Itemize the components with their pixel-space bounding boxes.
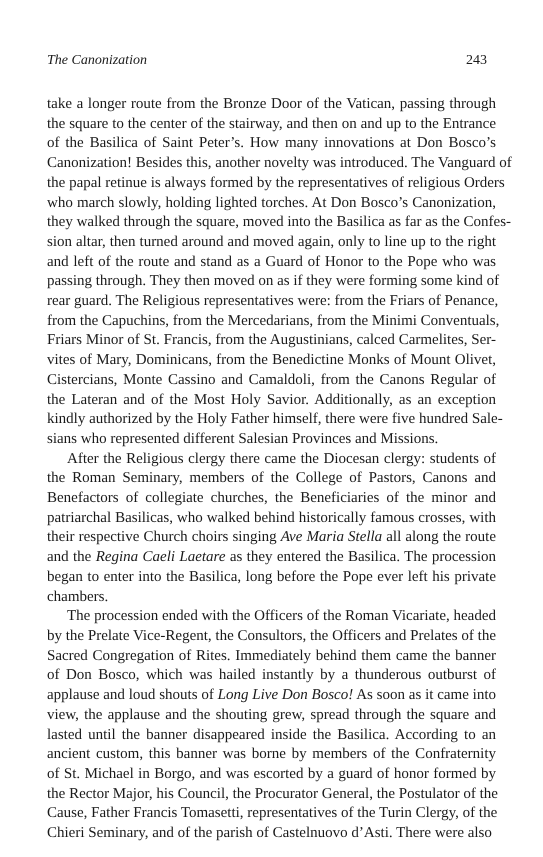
text-line (47, 804, 496, 824)
body-text (47, 95, 512, 844)
text-run: and left of the route and stand as a Guard of Honor to the Pope who was (47, 253, 496, 270)
text-line (47, 134, 496, 154)
page-number: 243 (466, 53, 487, 68)
text-line (47, 292, 499, 312)
text-run: vites of Mary, Dominicans, from the Benedictine Monks of Mount Olivet, (47, 352, 496, 369)
text-line (47, 745, 496, 765)
text-line (47, 174, 505, 194)
text-run: and the (47, 549, 96, 566)
text-run: Cistercians, Monte Cassino and Camaldoli, from the Canons Regular of (47, 371, 496, 388)
italic-phrase: Ave Maria Stella (280, 529, 383, 546)
text-line (47, 371, 496, 391)
text-line (47, 647, 496, 667)
text-run: of the Basilica of Saint Peter’s. How many innovations at Don Bosco’s (47, 135, 496, 152)
text-run: view, the applause and the shouting grew, spread through the square and (47, 706, 496, 723)
text-line (47, 312, 500, 332)
text-line (47, 528, 496, 548)
text-run: of St. Michael in Borgo, and was escorted by a guard of honor formed by (47, 765, 496, 782)
text-line (47, 489, 496, 509)
text-run: who march slowly, holding lighted torches. At Don Bosco’s Canonization, (47, 194, 496, 211)
text-run: kindly authorized by the Holy Father himself, there were five hundred Sale- (47, 411, 503, 428)
text-run: began to enter into the Basilica, long before the Pope ever left his private (47, 568, 496, 585)
text-line (47, 568, 496, 588)
text-run: chambers. (47, 588, 109, 605)
text-run: sion altar, then turned around and moved again, only to line up to the right (47, 233, 496, 250)
text-line (47, 95, 496, 115)
text-run: from the Capuchins, from the Mercedarians, from the Minimi Conventuals, (47, 312, 500, 329)
text-run: As soon as it came into (353, 687, 497, 704)
italic-phrase: Long Live Don Bosco! (217, 687, 354, 704)
text-line (47, 272, 500, 292)
text-line (47, 607, 496, 627)
italic-phrase: Regina Caeli Laetare (95, 549, 226, 566)
text-run: the Roman Seminary, members of the College of Pastors, Canons and (47, 470, 496, 487)
text-line (47, 391, 496, 411)
text-run: Benefactors of collegiate churches, the Beneficiaries of the minor and (47, 490, 496, 507)
text-run: Canonization! Besides this, another novelty was introduced. The Vanguard of (47, 155, 512, 172)
text-run: the Lateran and of the Most Holy Savior. Additionally, as an exception (47, 391, 496, 408)
text-line (47, 213, 512, 233)
text-line (47, 194, 496, 214)
text-line (47, 154, 512, 174)
text-run: the papal retinue is always formed by the representatives of religious Orders (47, 174, 505, 191)
text-line (47, 351, 496, 371)
paragraph (47, 95, 512, 450)
page-header (47, 53, 487, 69)
text-run: as they entered the Basilica. The procession (225, 549, 496, 566)
text-run: the Rector Major, his Council, the Procurator General, the Postulator of the (47, 785, 498, 802)
text-run: rear guard. The Religious representatives were: from the Friars of Penance, (47, 293, 499, 310)
text-line (47, 509, 496, 529)
text-run: ancient custom, this banner was borne by members of the Confraternity (47, 746, 496, 763)
text-line (47, 450, 496, 470)
text-line (47, 331, 496, 351)
text-run: The procession ended with the Officers of the Roman Vicariate, headed (67, 608, 496, 625)
text-line (47, 410, 503, 430)
text-line (47, 726, 496, 746)
text-line (47, 548, 496, 568)
text-line (47, 706, 496, 726)
text-run: all along the route (382, 529, 496, 546)
text-line (47, 686, 496, 706)
text-run: After the Religious clergy there came the Diocesan clergy: students of (67, 450, 496, 467)
paragraph (47, 450, 496, 608)
text-line (47, 588, 496, 608)
text-run: by the Prelate Vice-Regent, the Consultors, the Officers and Prelates of the (47, 627, 496, 644)
running-title: The Canonization (47, 53, 147, 68)
text-run: Friars Minor of St. Francis, from the Augustinians, calced Carmelites, Ser- (47, 332, 496, 349)
text-run: they walked through the square, moved into the Basilica as far as the Confes- (47, 214, 512, 231)
text-run: patriarchal Basilicas, who walked behind historically famous crosses, with (47, 509, 496, 526)
text-run: their respective Church choirs singing (47, 529, 281, 546)
text-line (47, 824, 496, 844)
text-line (47, 233, 496, 253)
text-run: sians who represented different Salesian Provinces and Missions. (47, 430, 439, 447)
text-line (47, 253, 496, 273)
text-line (47, 115, 496, 135)
text-run: Sacred Congregation of Rites. Immediately behind them came the banner (47, 647, 496, 664)
text-run: take a longer route from the Bronze Door of the Vatican, passing through (47, 96, 496, 112)
text-line (47, 785, 496, 805)
paragraph (47, 607, 496, 843)
text-line (47, 666, 496, 686)
text-line (47, 469, 496, 489)
text-run: Chieri Seminary, and of the parish of Castelnuovo d’Asti. There were also (47, 825, 492, 842)
text-run: Cause, Father Francis Tomasetti, representatives of the Turin Clergy, of the (47, 805, 498, 822)
text-run: applause and loud shouts of (47, 687, 218, 704)
text-line (47, 430, 496, 450)
text-run: of Don Bosco, which was hailed instantly by a thunderous outburst of (47, 667, 496, 684)
text-run: lasted until the banner disappeared inside the Basilica. According to an (47, 726, 496, 743)
text-run: the square to the center of the stairway, and then on and up to the Entrance (47, 115, 496, 132)
text-line (47, 627, 496, 647)
text-line (47, 765, 496, 785)
text-run: passing through. They then moved on as if they were forming some kind of (47, 273, 500, 290)
